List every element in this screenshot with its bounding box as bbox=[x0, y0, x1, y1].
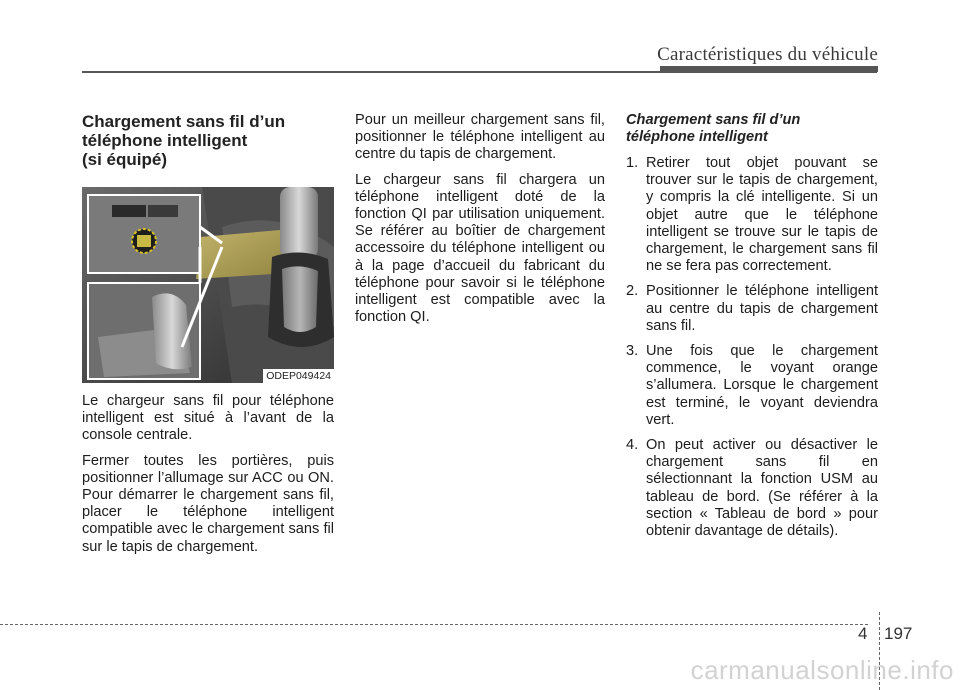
step-number: 1. bbox=[626, 155, 639, 171]
watermark: carmanualsonline.info bbox=[690, 655, 954, 685]
step-number: 2. bbox=[626, 283, 639, 300]
section-title bbox=[82, 112, 334, 169]
gear-knob bbox=[280, 187, 318, 259]
left-column bbox=[82, 112, 334, 564]
subsection-title bbox=[626, 112, 878, 146]
step-text: Une fois que le chargement commence, le voyant orange s’allumera. Lorsque le chargement est terminé, le voyant deviendra vert. bbox=[646, 343, 878, 428]
step-number: 3. bbox=[626, 343, 639, 360]
step-text: Retirer tout objet pouvant se trouver sur le tapis de chargement, y compris la clé intelligente. Si un objet autre que le téléphone intelligent se trouve sur le tapis de chargement, le chargement sans fil ne se fera pas correctement. bbox=[646, 155, 878, 275]
section-title-line-2: téléphone intelligent bbox=[82, 131, 248, 150]
step-item bbox=[626, 155, 878, 275]
middle-column bbox=[355, 112, 605, 334]
section-title-line-1: Chargement sans fil d’un bbox=[82, 112, 286, 131]
header-rule-accent bbox=[660, 66, 878, 72]
section-title-line-3: (si équipé) bbox=[82, 150, 168, 169]
instruction-steps bbox=[626, 155, 878, 540]
paragraph: Pour un meilleur chargement sans fil, positionner le téléphone intelligent au centre du tapis de chargement. bbox=[355, 112, 605, 163]
console-illustration bbox=[82, 187, 334, 383]
figure-code: ODEP049424 bbox=[263, 369, 334, 383]
step-text: Positionner le téléphone intelligent au centre du tapis de chargement sans fil. bbox=[646, 283, 878, 334]
step-number: 4. bbox=[626, 437, 639, 454]
page-number: 197 bbox=[884, 624, 913, 643]
right-column bbox=[626, 112, 878, 548]
paragraph: Le chargeur sans fil pour téléphone intelligent est situé à l’avant de la console centrale. bbox=[82, 393, 334, 444]
paragraph: Le chargeur sans fil chargera un téléphone intelligent doté de la fonction QI par utilisation uniquement. Se référer au boîtier de chargement accessoire du téléphone intelligent ou à la page d’accueil du fabricant du téléphone pour savoir si le téléphone intelligent est compatible avec la fonction QI. bbox=[355, 171, 605, 326]
step-text: On peut activer ou désactiver le chargement sans fil en sélectionnant la fonction USM au tableau de bord. (Se référer à la section « Tableau de bord » pour obtenir davantage de détails). bbox=[646, 437, 878, 540]
footer-rule bbox=[0, 624, 868, 625]
step-item bbox=[626, 283, 878, 335]
chapter-number: 4 bbox=[858, 624, 868, 643]
step-item bbox=[626, 437, 878, 540]
section-header-title: Caractéristiques du véhicule bbox=[657, 44, 878, 65]
wireless-charger-figure bbox=[82, 187, 334, 383]
subsection-title-line-1: Chargement sans fil d’un bbox=[626, 112, 801, 128]
subsection-title-line-2: téléphone intelligent bbox=[626, 129, 768, 145]
step-item bbox=[626, 343, 878, 429]
paragraph: Fermer toutes les portières, puis positionner l’allumage sur ACC ou ON. Pour démarrer le chargement sans fil, placer le téléphone intelligent compatible avec le chargement sans fil sur le tapis de chargement. bbox=[82, 452, 334, 555]
